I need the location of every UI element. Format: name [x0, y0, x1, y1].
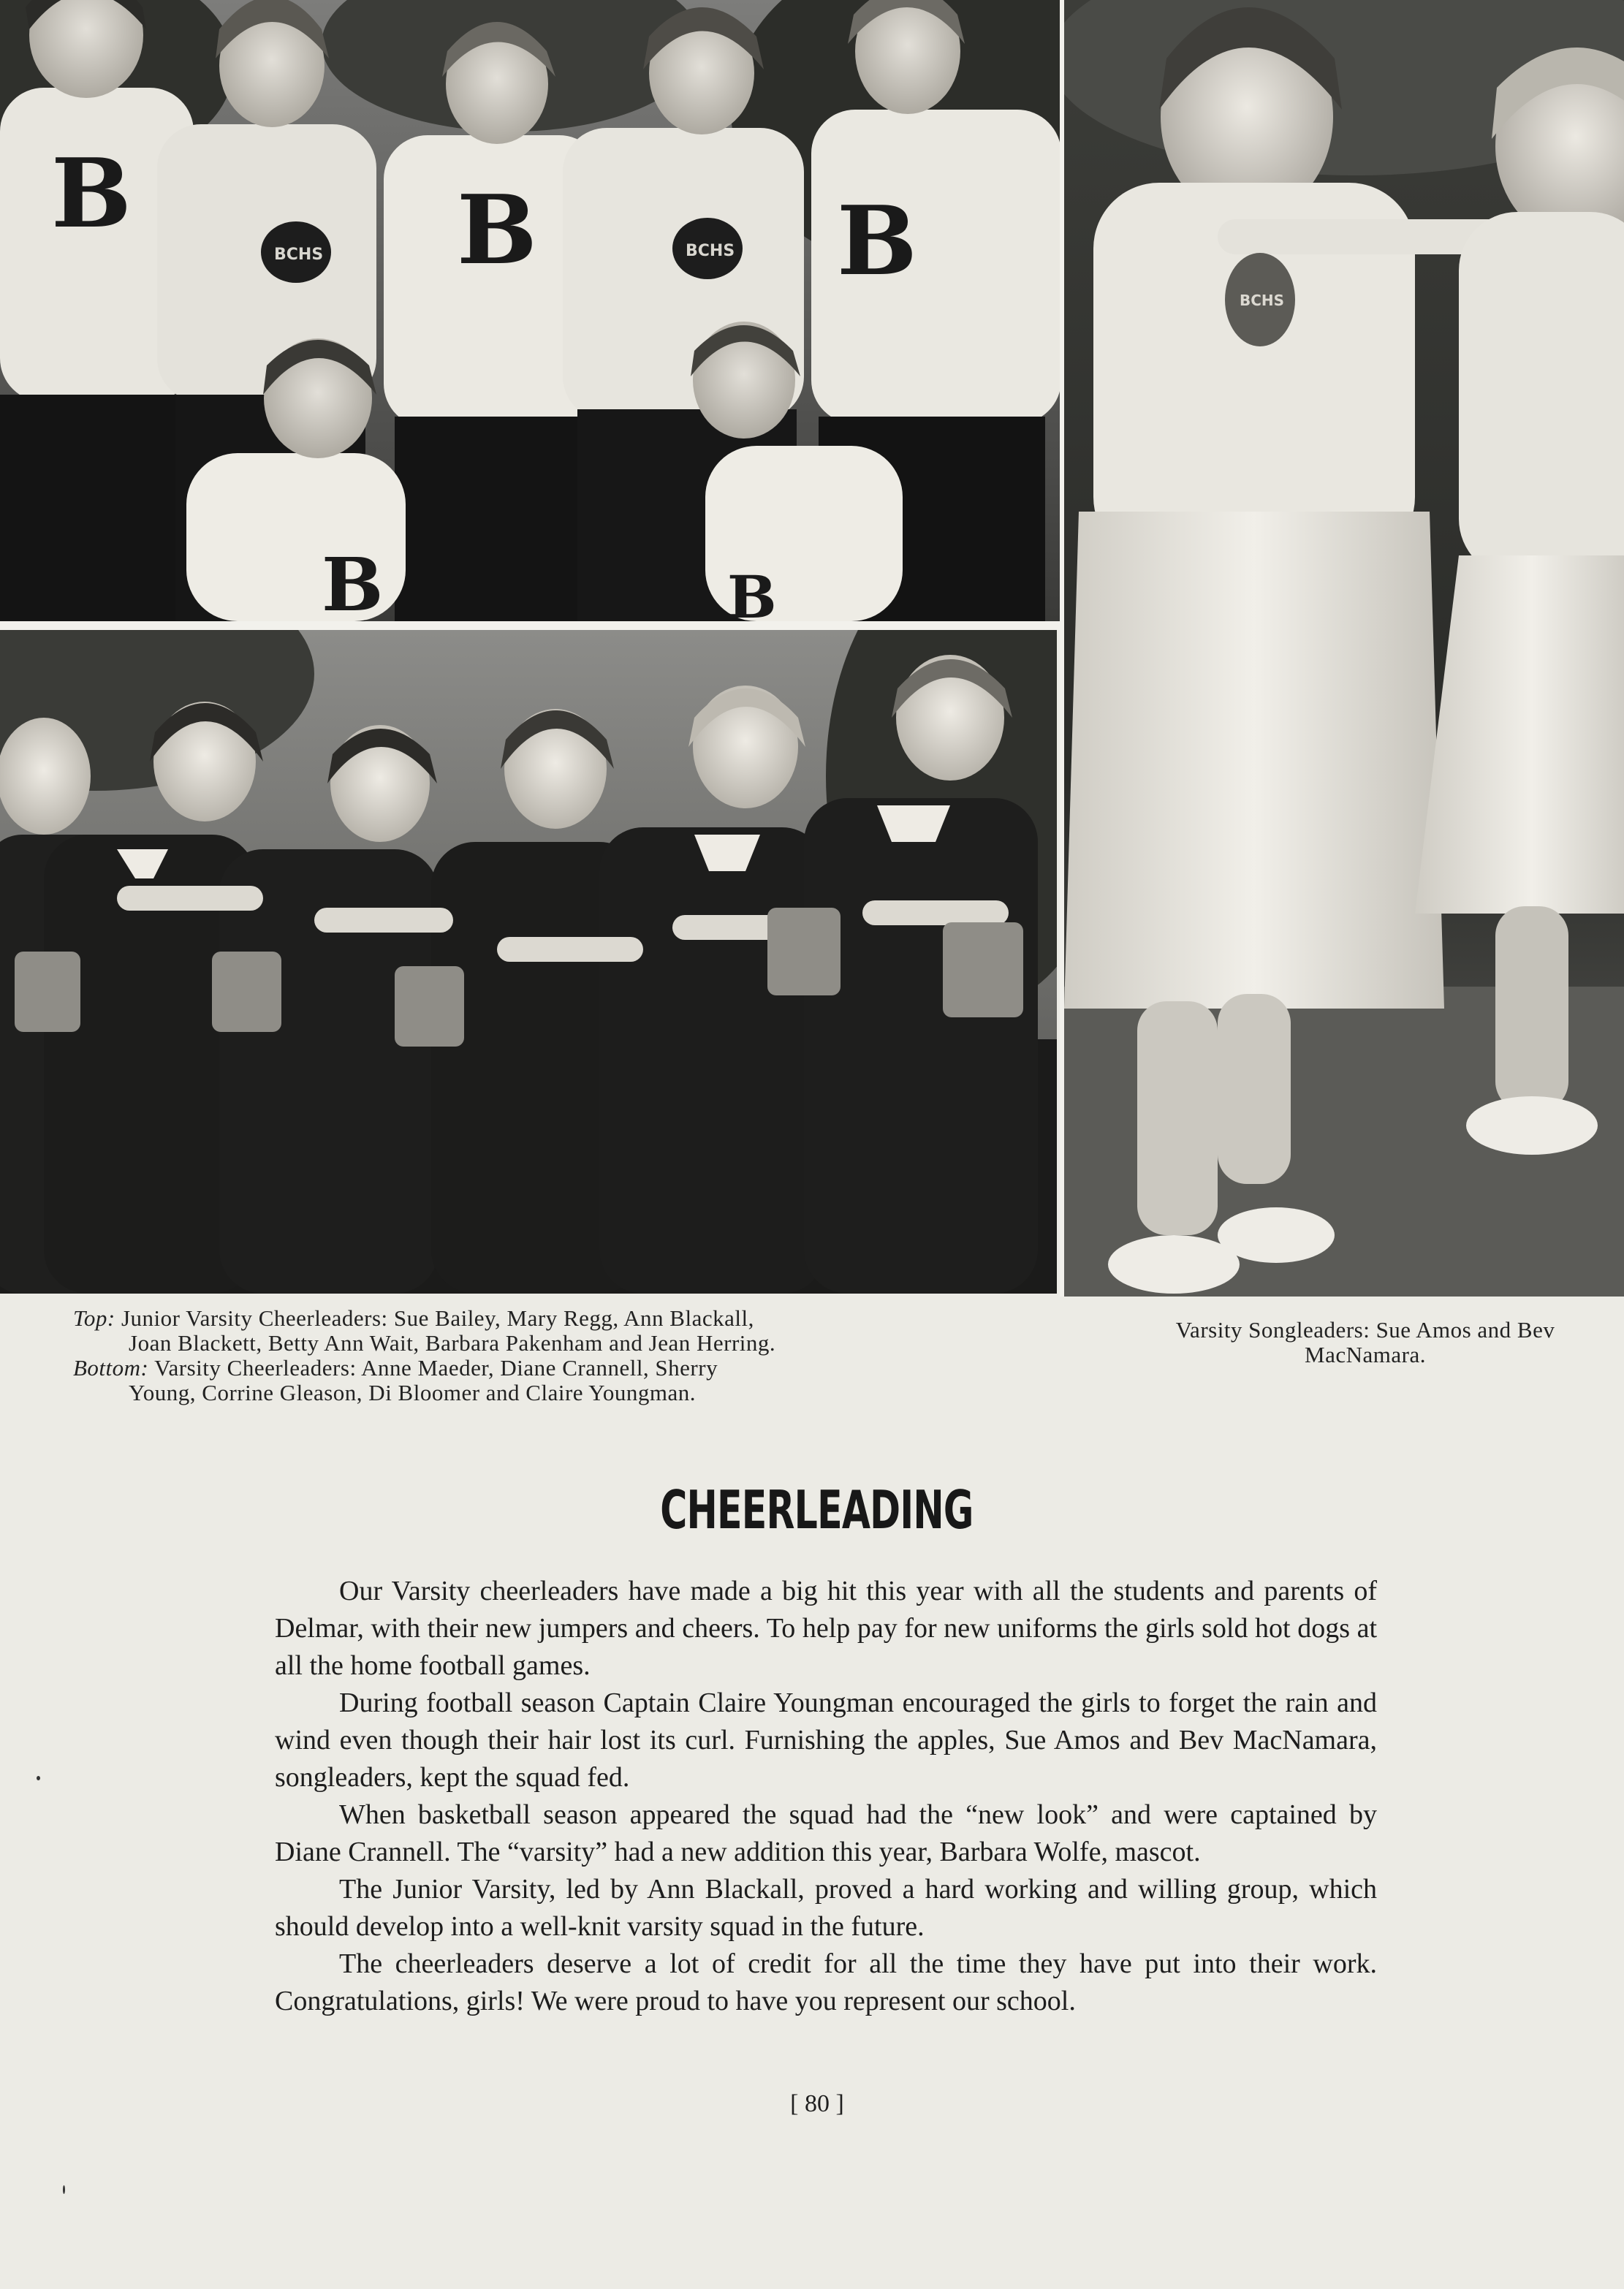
paragraph-text: The cheerleaders deserve a lot of credit for all the time they have put into their work. Congratulations, girls! We were proud to have you represent our school. [275, 1948, 1377, 2016]
article-title: CHEERLEADING [660, 1479, 974, 1541]
article-body [275, 1573, 1377, 2020]
badge-letter: B [727, 563, 777, 621]
article-paragraph [275, 1871, 1377, 1946]
caption-bottom-label: Bottom: [73, 1355, 149, 1381]
varsity-cheerleaders-photo [0, 630, 1057, 1294]
caption-right-text-1: Varsity Songleaders: Sue Amos and Bev [1175, 1317, 1555, 1343]
badge-letter: B [837, 185, 917, 297]
caption-bottom-text-1: Varsity Cheerleaders: Anne Maeder, Diane Crannell, Sherry [154, 1355, 718, 1381]
caption-right-text-2: MacNamara. [1305, 1342, 1426, 1367]
caption-bottom-text-2: Young, Corrine Gleason, Di Bloomer and Claire Youngman. [129, 1380, 697, 1405]
caption-top-line [73, 1306, 961, 1331]
junior-varsity-photo [0, 0, 1061, 621]
paragraph-text: Our Varsity cheerleaders have made a big hit this year with all the students and parents of Delmar, with their new jumpers and cheers. To help pay for new uniforms the girls sold hot dogs at all the home football games. [275, 1576, 1377, 1681]
caption-top-text-2: Joan Blackett, Betty Ann Wait, Barbara Pakenham and Jean Herring. [129, 1330, 776, 1356]
article-paragraph [275, 1796, 1377, 1871]
caption-top-label: Top: [73, 1305, 115, 1331]
caption-top-text-1: Junior Varsity Cheerleaders: Sue Bailey, Mary Regg, Ann Blackall, [121, 1305, 754, 1331]
badge-letter: B [457, 174, 537, 286]
junior-varsity-photo-image [0, 0, 1061, 621]
paragraph-text: During football season Captain Claire Youngman encouraged the girls to forget the rain and wind even though their hair lost its curl. Furnishing the apples, Sue Amos and Bev MacNamara, songleaders, kept the squad fed. [275, 1688, 1377, 1793]
badge-monogram: BCHS [686, 242, 735, 260]
article-paragraph [275, 1685, 1377, 1796]
badge-letter: B [51, 137, 132, 249]
varsity-cheerleaders-photo-image [0, 630, 1057, 1294]
article-paragraph [275, 1573, 1377, 1685]
paper-speck [63, 2185, 65, 2194]
badge-letter: B [322, 542, 384, 621]
paragraph-text: When basketball season appeared the squad had the “new look” and were captained by Diane Crannell. The “varsity” had a new addition this year, Barbara Wolfe, mascot. [275, 1799, 1377, 1867]
photo-caption-right [1109, 1318, 1621, 1367]
article-paragraph [275, 1946, 1377, 2020]
page-number: [ 80 ] [790, 2090, 844, 2117]
varsity-songleaders-photo [1064, 0, 1624, 1297]
badge-monogram: BCHS [1240, 292, 1285, 309]
badge-monogram: BCHS [274, 246, 324, 264]
photo-caption-left [73, 1306, 961, 1405]
paper-speck [37, 1776, 40, 1780]
paragraph-text: The Junior Varsity, led by Ann Blackall, proved a hard working and willing group, which should develop into a well-knit varsity squad in the future. [275, 1874, 1377, 1942]
caption-bottom-line [73, 1356, 961, 1381]
varsity-songleaders-photo-image [1064, 0, 1624, 1297]
photo-divider-horizontal [0, 621, 1061, 630]
